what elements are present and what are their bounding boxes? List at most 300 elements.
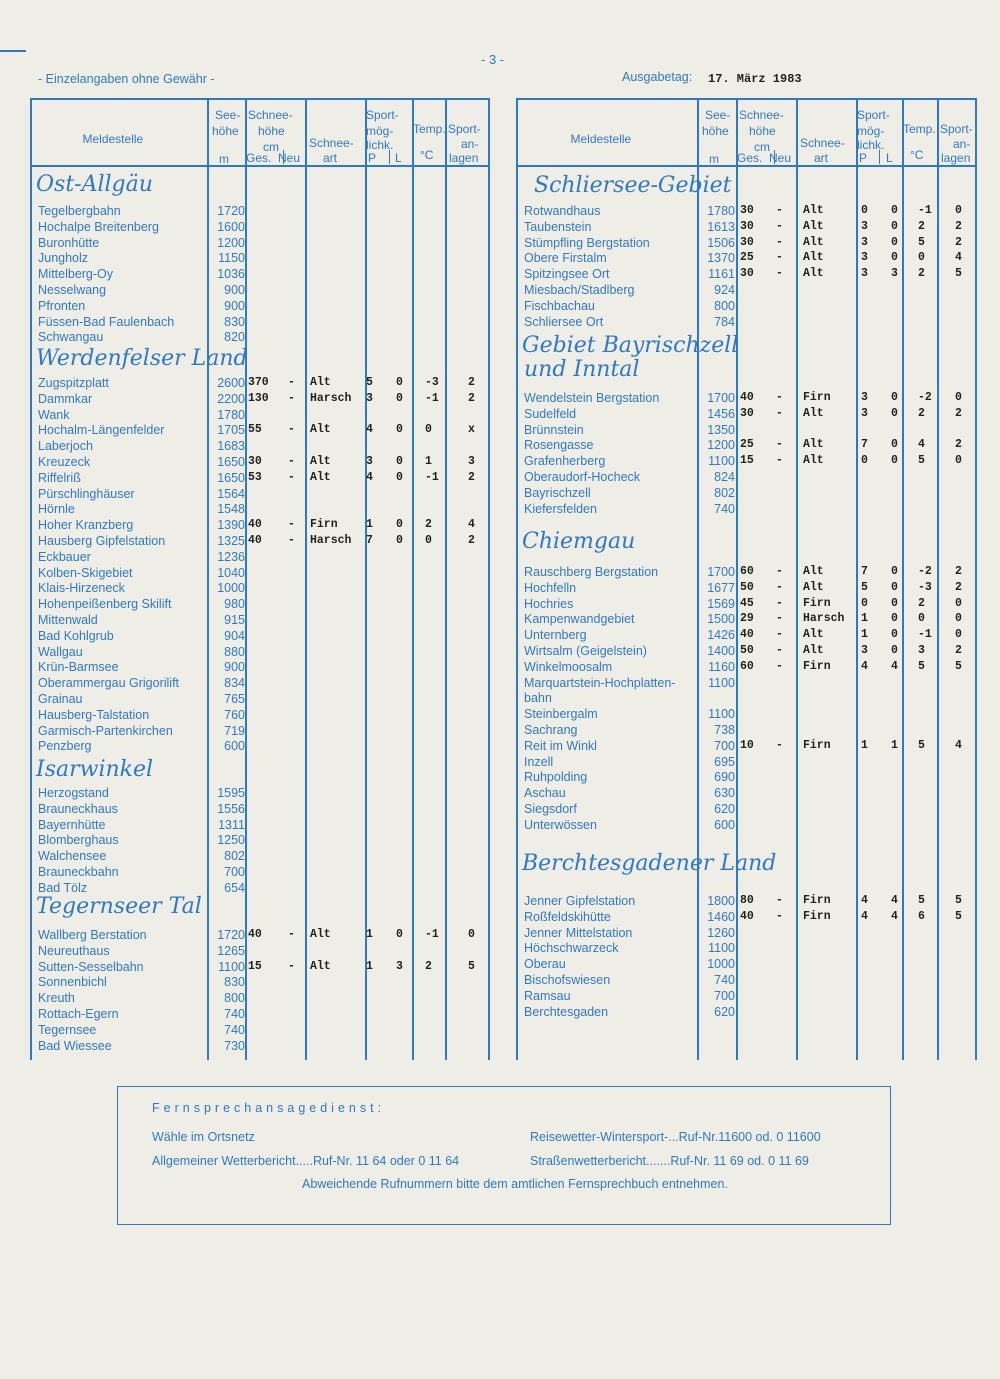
phone-service-box xyxy=(117,1086,891,1225)
table-row xyxy=(0,659,1000,675)
header-sportanlagen: lagen xyxy=(941,151,971,165)
elevation: 1548 xyxy=(217,502,245,517)
table-row xyxy=(0,203,1000,219)
temperature: -1 xyxy=(918,628,932,642)
elevation: 1000 xyxy=(707,957,735,972)
temperature: 1 xyxy=(425,455,432,468)
station-name: Brauneckbahn xyxy=(38,865,119,879)
temperature: -1 xyxy=(425,928,439,941)
header-seehoehe: See- xyxy=(215,108,241,122)
temperature: -1 xyxy=(425,391,439,405)
temperature: -1 xyxy=(918,204,932,217)
snow-total: 30 xyxy=(740,219,754,233)
elevation: 880 xyxy=(224,644,245,659)
elevation: 1456 xyxy=(707,406,735,421)
snow-type: Alt xyxy=(310,959,331,973)
temperature: 5 xyxy=(918,454,925,468)
sport-facilities: 2 xyxy=(468,376,475,389)
snow-type: Alt xyxy=(803,580,824,594)
sport-facilities: 2 xyxy=(955,235,962,249)
station-name: Hausberg Gipfelstation xyxy=(38,534,166,548)
sport-p: 4 xyxy=(366,470,373,484)
table-top-rule xyxy=(30,98,488,100)
snow-type: Firn xyxy=(803,909,831,923)
header-sport: mög- xyxy=(366,124,394,138)
station-name: Bayernhütte xyxy=(38,817,106,832)
elevation: 830 xyxy=(224,975,245,990)
sport-facilities: x xyxy=(468,423,475,437)
elevation: 1100 xyxy=(708,941,735,956)
station-name: Ruhpolding xyxy=(524,770,588,785)
elevation: 1700 xyxy=(707,391,735,405)
temperature: -2 xyxy=(918,391,932,404)
elevation: 1506 xyxy=(707,235,735,250)
elevation: 1700 xyxy=(707,565,735,579)
elevation: 600 xyxy=(224,739,245,754)
elevation: 1200 xyxy=(217,235,245,250)
snow-total: 30 xyxy=(740,235,754,249)
table-row xyxy=(0,219,1000,235)
sport-l: 0 xyxy=(891,612,898,626)
table-row xyxy=(0,375,1000,391)
snow-total: 370 xyxy=(248,376,269,389)
sport-facilities: 0 xyxy=(955,628,962,642)
station-name: Grainau xyxy=(38,692,83,706)
sport-facilities: 2 xyxy=(955,438,962,452)
elevation: 924 xyxy=(714,283,735,297)
header-neu: Neu xyxy=(769,151,792,165)
station-name: Laberjoch xyxy=(38,439,93,454)
elevation: 1260 xyxy=(707,925,735,940)
sport-p: 3 xyxy=(861,219,868,233)
station-name: Rotwandhaus xyxy=(524,204,601,218)
header-schneehoehe: Schnee- xyxy=(739,108,784,122)
sport-p: 3 xyxy=(861,251,868,265)
elevation: 630 xyxy=(714,786,735,801)
sport-facilities: 0 xyxy=(955,454,962,468)
sport-facilities: 2 xyxy=(468,391,475,405)
snow-total: 50 xyxy=(740,580,754,594)
snow-new: - xyxy=(288,470,295,484)
elevation: 1460 xyxy=(707,909,735,924)
snow-type: Firn xyxy=(803,659,831,673)
station-name: Hochalm-Längenfelder xyxy=(38,423,165,438)
elevation: 1350 xyxy=(707,422,735,437)
elevation: 1800 xyxy=(707,894,735,908)
sport-p: 0 xyxy=(861,204,868,217)
table-row xyxy=(0,501,1000,517)
snow-total: 130 xyxy=(248,391,269,405)
table-row xyxy=(0,437,1000,453)
table-row xyxy=(0,564,1000,580)
station-name: Höchschwarzeck xyxy=(524,941,619,956)
snow-type: Firn xyxy=(803,391,831,404)
station-name: Sachrang xyxy=(524,723,578,737)
header-sportanlagen: an- xyxy=(461,137,479,151)
table-row xyxy=(0,940,1000,956)
header-l: L xyxy=(395,151,402,165)
station-name: Ramsau xyxy=(524,988,571,1003)
table-row xyxy=(0,893,1000,909)
phone-line2-right: Straßenwetterbericht.......Ruf-Nr. 11 69 od. 0 11 69 xyxy=(530,1154,809,1168)
station-name: bahn xyxy=(524,691,552,706)
station-name: Krün-Barmsee xyxy=(38,660,119,675)
station-name: Wirtsalm (Geigelstein) xyxy=(524,644,647,658)
table-row xyxy=(0,1038,1000,1054)
temperature: 0 xyxy=(918,251,925,265)
snow-total: 10 xyxy=(740,738,754,752)
snow-new: - xyxy=(776,628,783,642)
station-name: Dammkar xyxy=(38,391,93,406)
snow-type: Alt xyxy=(803,644,824,657)
station-name: Unterwössen xyxy=(524,817,597,832)
table-row xyxy=(0,298,1000,314)
header-schneehoehe: höhe xyxy=(749,124,776,138)
station-name: Taubenstein xyxy=(524,219,592,234)
subcolumn-divider xyxy=(879,150,880,164)
elevation: 1650 xyxy=(217,455,245,469)
elevation: 738 xyxy=(714,723,735,737)
station-name: Obere Firstalm xyxy=(524,251,607,266)
table-row xyxy=(0,754,1000,770)
table-row xyxy=(0,549,1000,565)
temperature: 2 xyxy=(425,959,432,973)
sport-p: 0 xyxy=(861,454,868,468)
station-name: Jungholz xyxy=(38,251,89,266)
station-name: Winkelmoosalm xyxy=(524,659,613,674)
snow-new: - xyxy=(288,423,295,437)
snow-new: - xyxy=(776,644,783,657)
header-sportanlagen: an- xyxy=(953,137,971,151)
sport-l: 0 xyxy=(396,534,403,547)
elevation: 1161 xyxy=(708,267,735,282)
sport-p: 3 xyxy=(366,391,373,405)
header-sportanlagen: Sport- xyxy=(448,122,481,136)
sport-facilities: 5 xyxy=(955,267,962,281)
table-row xyxy=(0,801,1000,817)
table-row xyxy=(0,690,1000,706)
snow-total: 25 xyxy=(740,438,754,452)
station-name: Riffelriß xyxy=(38,470,81,485)
sport-p: 3 xyxy=(366,455,373,468)
sport-l: 0 xyxy=(396,391,403,405)
snow-type: Harsch xyxy=(803,612,845,626)
station-name: Wank xyxy=(38,407,70,422)
station-name: Jenner Gipfelstation xyxy=(524,894,636,908)
table-row xyxy=(0,817,1000,833)
table-row xyxy=(0,706,1000,722)
sport-p: 1 xyxy=(861,612,868,626)
elevation: 1236 xyxy=(217,549,245,564)
temperature: 5 xyxy=(918,738,925,752)
table-row xyxy=(0,738,1000,754)
snow-type: Alt xyxy=(310,928,331,941)
sport-p: 0 xyxy=(861,596,868,610)
snow-new: - xyxy=(288,455,295,468)
snow-new: - xyxy=(776,204,783,217)
sport-p: 4 xyxy=(861,659,868,673)
table-row xyxy=(0,909,1000,925)
snow-type: Harsch xyxy=(310,534,352,547)
header-schneeart: art xyxy=(323,151,338,165)
sport-l: 0 xyxy=(891,644,898,657)
station-name: Stümpfling Bergstation xyxy=(524,235,650,250)
header-l: L xyxy=(886,151,893,165)
station-name: Schliersee Ort xyxy=(524,314,604,329)
station-name: Wendelstein Bergstation xyxy=(524,391,660,405)
temperature: 2 xyxy=(918,267,925,281)
snow-new: - xyxy=(776,580,783,594)
station-name: Jenner Mittelstation xyxy=(524,925,633,940)
station-name: Bad Kohlgrub xyxy=(38,628,114,643)
station-name: Walchensee xyxy=(38,849,107,864)
sport-facilities: 4 xyxy=(955,251,962,265)
station-name: Kiefersfelden xyxy=(524,501,597,516)
station-name: Füssen-Bad Faulenbach xyxy=(38,314,175,329)
station-name: Hörnle xyxy=(38,502,75,517)
elevation: 915 xyxy=(224,613,245,627)
sport-l: 0 xyxy=(891,391,898,404)
snow-type: Firn xyxy=(803,894,831,907)
station-name: Roßfeldskihütte xyxy=(524,909,611,924)
temperature: 3 xyxy=(918,644,925,657)
table-row xyxy=(0,533,1000,549)
table-row xyxy=(0,611,1000,627)
sport-p: 7 xyxy=(861,438,868,452)
table-row xyxy=(0,517,1000,533)
elevation: 2200 xyxy=(217,391,245,406)
table-row xyxy=(0,390,1000,406)
station-name: Wallgau xyxy=(38,644,83,659)
temperature: -1 xyxy=(425,470,439,484)
snow-type: Alt xyxy=(803,267,824,281)
station-name: Tegernsee xyxy=(38,1022,97,1037)
sport-l: 4 xyxy=(891,909,898,923)
header-schneeart: art xyxy=(814,151,829,165)
sport-facilities: 2 xyxy=(955,565,962,578)
station-name: Aschau xyxy=(524,786,566,801)
table-header-rule xyxy=(30,165,488,167)
sport-p: 4 xyxy=(366,423,373,437)
elevation: 1683 xyxy=(217,439,245,454)
station-name: Klais-Hirzeneck xyxy=(38,581,125,596)
elevation: 700 xyxy=(714,988,735,1003)
header-ges: Ges. xyxy=(246,151,272,165)
snow-type: Alt xyxy=(803,565,824,578)
table-row xyxy=(0,453,1000,469)
station-name: Unternberg xyxy=(524,628,587,643)
elevation: 1650 xyxy=(217,470,245,485)
sport-facilities: 2 xyxy=(955,644,962,657)
snow-type: Firn xyxy=(803,738,831,752)
snow-total: 40 xyxy=(248,928,262,941)
temperature: 5 xyxy=(918,894,925,907)
table-row xyxy=(0,329,1000,345)
elevation: 740 xyxy=(224,1007,245,1021)
elevation: 800 xyxy=(714,298,735,313)
station-name: Bad Tölz xyxy=(38,880,88,895)
station-name: Penzberg xyxy=(38,739,92,754)
phone-line1-right: Reisewetter-Wintersport-...Ruf-Nr.11600 od. 0 11600 xyxy=(530,1130,821,1144)
sport-p: 3 xyxy=(861,267,868,281)
station-name: Tegelbergbahn xyxy=(38,204,121,218)
elevation: 695 xyxy=(714,754,735,769)
table-row xyxy=(0,627,1000,643)
header-schneehoehe: höhe xyxy=(258,124,285,138)
elevation: 1265 xyxy=(217,943,245,958)
snow-total: 30 xyxy=(248,455,262,468)
snow-total: 15 xyxy=(740,454,754,468)
snow-total: 53 xyxy=(248,470,262,484)
header-seehoehe: See- xyxy=(705,108,731,122)
station-name: Nesselwang xyxy=(38,283,107,297)
table-header-rule xyxy=(516,165,975,167)
table-row xyxy=(0,988,1000,1004)
snow-new: - xyxy=(288,534,295,547)
elevation: 830 xyxy=(224,314,245,329)
station-name: Rottach-Egern xyxy=(38,1007,119,1021)
elevation: 824 xyxy=(714,470,735,484)
elevation: 1390 xyxy=(217,518,245,533)
temperature: 2 xyxy=(425,518,432,532)
sport-p: 4 xyxy=(861,909,868,923)
sport-p: 3 xyxy=(861,644,868,657)
sport-l: 0 xyxy=(891,235,898,249)
station-name: Hohenpeißenberg Skilift xyxy=(38,597,172,612)
snow-type: Alt xyxy=(803,628,824,642)
sport-facilities: 0 xyxy=(955,391,962,404)
station-name: Garmisch-Partenkirchen xyxy=(38,723,173,738)
sport-facilities: 2 xyxy=(955,406,962,420)
elevation: 654 xyxy=(224,880,245,895)
header-p: P xyxy=(368,151,377,165)
sport-p: 1 xyxy=(861,738,868,752)
elevation: 740 xyxy=(714,501,735,516)
station-name: Neureuthaus xyxy=(38,943,110,958)
section-title: und Inntal xyxy=(524,357,640,382)
header-schneehoehe: Schnee- xyxy=(248,108,293,122)
section-title: Tegernseer Tal xyxy=(36,894,202,919)
sport-p: 5 xyxy=(861,580,868,594)
snow-type: Alt xyxy=(310,376,331,389)
sport-facilities: 5 xyxy=(955,909,962,923)
section-title: Ost-Allgäu xyxy=(36,172,153,197)
sport-l: 1 xyxy=(891,738,898,752)
sport-p: 1 xyxy=(366,959,373,973)
sport-l: 0 xyxy=(396,376,403,389)
section-title: Werdenfelser Land xyxy=(36,346,248,371)
snow-total: 60 xyxy=(740,565,754,578)
elevation: 740 xyxy=(224,1022,245,1037)
station-name: Berchtesgaden xyxy=(524,1004,609,1019)
station-name: Mittelberg-Oy xyxy=(38,267,114,282)
sport-l: 0 xyxy=(891,438,898,452)
table-row xyxy=(0,469,1000,485)
snow-new: - xyxy=(776,659,783,673)
elevation: 620 xyxy=(714,1004,735,1019)
snow-new: - xyxy=(776,909,783,923)
table-top-rule xyxy=(516,98,975,100)
temperature: 2 xyxy=(918,219,925,233)
elevation: 1250 xyxy=(217,833,245,848)
sport-p: 1 xyxy=(861,628,868,642)
elevation: 802 xyxy=(714,485,735,500)
snow-total: 40 xyxy=(740,909,754,923)
station-name: Kreuth xyxy=(38,991,75,1006)
table-row xyxy=(0,769,1000,785)
sport-facilities: 2 xyxy=(955,219,962,233)
header-sport: Sport- xyxy=(366,108,399,122)
snow-new: - xyxy=(288,391,295,405)
snow-total: 30 xyxy=(740,204,754,217)
snow-new: - xyxy=(776,738,783,752)
issue-label: Ausgabetag: xyxy=(622,70,693,84)
header-sportanlagen: Sport- xyxy=(940,122,973,136)
header-sport: Sport- xyxy=(857,108,890,122)
sport-p: 5 xyxy=(366,376,373,389)
snow-total: 40 xyxy=(248,534,262,547)
snow-new: - xyxy=(776,267,783,281)
snow-new: - xyxy=(776,391,783,404)
snow-type: Firn xyxy=(310,518,338,532)
phone-note: Abweichende Rufnummern bitte dem amtlichen Fernsprechbuch entnehmen. xyxy=(302,1177,728,1191)
table-row xyxy=(0,282,1000,298)
table-row xyxy=(0,643,1000,659)
snow-total: 45 xyxy=(740,596,754,610)
station-name: Sutten-Sesselbahn xyxy=(38,959,144,974)
table-row xyxy=(0,266,1000,282)
station-name: Oberau xyxy=(524,957,566,972)
snow-new: - xyxy=(288,959,295,973)
station-name: Oberammergau Grigorilift xyxy=(38,676,180,691)
sport-l: 3 xyxy=(891,267,898,281)
sport-facilities: 2 xyxy=(955,580,962,594)
table-row xyxy=(0,832,1000,848)
snow-type: Alt xyxy=(803,454,824,468)
snow-new: - xyxy=(776,219,783,233)
station-name: Kreuzeck xyxy=(38,455,91,469)
elevation: 1564 xyxy=(217,486,245,501)
header-ges: Ges. xyxy=(737,151,763,165)
header-schneehoehe-unit: cm xyxy=(754,140,770,154)
elevation: 1677 xyxy=(707,580,735,595)
station-name: Sudelfeld xyxy=(524,406,577,421)
sport-p: 3 xyxy=(861,235,868,249)
snow-type: Alt xyxy=(803,204,824,217)
station-name: Siegsdorf xyxy=(524,802,577,816)
header-temp-unit: °C xyxy=(910,148,924,162)
elevation: 1040 xyxy=(217,565,245,580)
elevation: 1705 xyxy=(217,423,245,438)
elevation: 1556 xyxy=(217,801,245,816)
header-temp-unit: °C xyxy=(420,148,434,162)
elevation: 1100 xyxy=(218,959,245,974)
elevation: 904 xyxy=(224,628,245,643)
station-name: Eckbauer xyxy=(38,549,91,564)
sport-l: 0 xyxy=(396,423,403,437)
sport-facilities: 2 xyxy=(468,470,475,484)
phone-line2-left: Allgemeiner Wetterbericht.....Ruf-Nr. 11 64 oder 0 11 64 xyxy=(152,1154,460,1168)
table-row xyxy=(0,785,1000,801)
snow-type: Alt xyxy=(803,251,824,265)
sport-p: 1 xyxy=(366,928,373,941)
station-name: Rosengasse xyxy=(524,438,594,453)
snow-new: - xyxy=(288,518,295,532)
sport-l: 0 xyxy=(891,204,898,217)
header-schneeart: Schnee- xyxy=(800,136,845,150)
phone-box-title: Fernsprechansagedienst: xyxy=(152,1101,386,1115)
header-p: P xyxy=(859,151,868,165)
